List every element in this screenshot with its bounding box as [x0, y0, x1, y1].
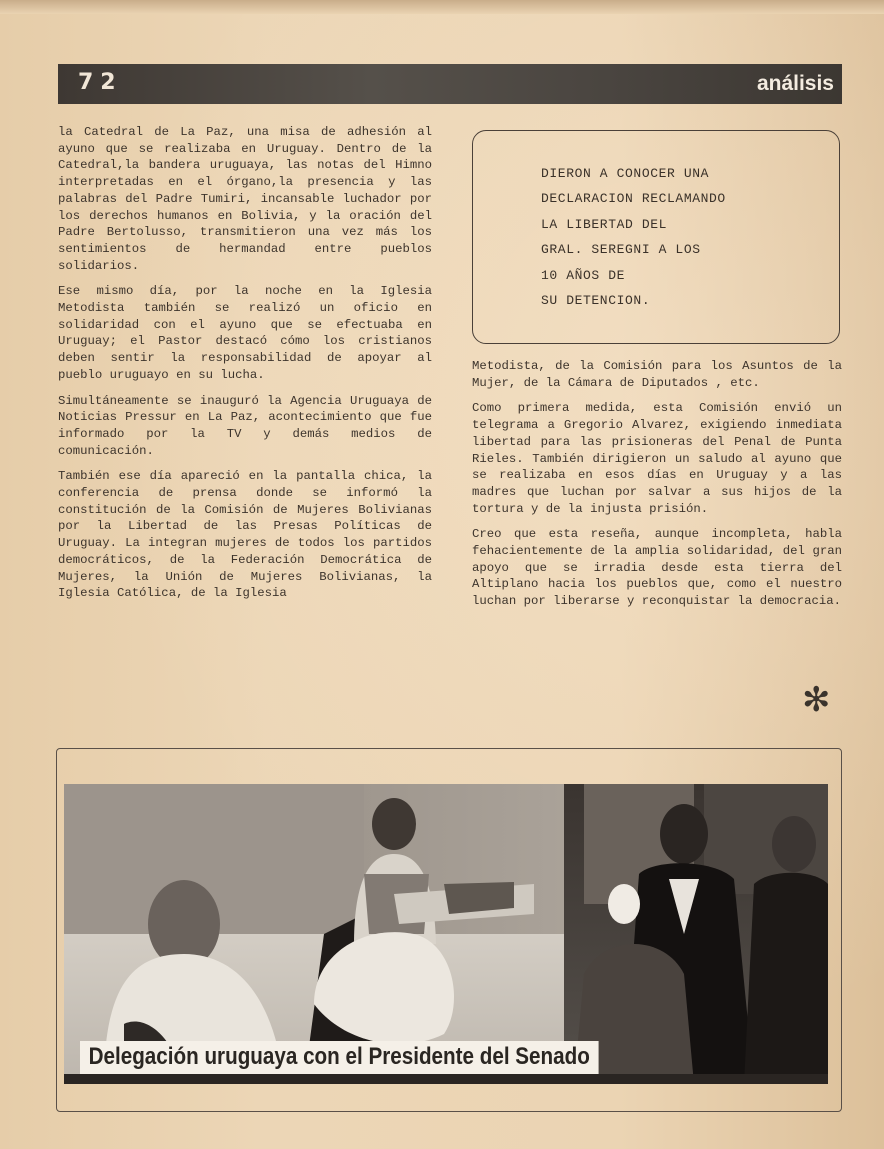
callout-line: GRAL. SEREGNI A LOS: [541, 242, 701, 258]
paragraph: Metodista, de la Comisión para los Asuntos de la Mujer, de la Cámara de Diputados , etc.: [472, 359, 842, 390]
callout-line: SU DETENCION.: [541, 293, 651, 309]
news-photo: [64, 784, 828, 1084]
paragraph: Como primera medida, esta Comisión envió un telegrama a Gregorio Alvarez, exigiendo inmediata libertad para las prisioneras del Penal de Punta Rieles. También dirigieron un saludo al ayuno que se realizaba en esos días en Uruguay y a las madres que luchan por salvar a sus hijos de la tortura y de la injusta prisión.: [472, 401, 842, 516]
callout-line: DIERON A CONOCER UNA: [541, 166, 710, 181]
paragraph: Simultáneamente se inauguró la Agencia Uruguaya de Noticias Pressur en La Paz, acontecimiento que fue informado por la TV y demás medios de comunicación.: [58, 393, 432, 458]
end-mark-icon: ✻: [802, 680, 831, 720]
photo-caption: Delegación uruguaya con el Presidente del Senado: [80, 1041, 598, 1074]
callout-line: DECLARACION RECLAMANDO: [541, 191, 726, 207]
callout-box: [472, 130, 840, 344]
paragraph: Creo que esta reseña, aunque incompleta, habla fehacientemente de la amplia solidaridad, del gran apoyo que se irradia desde esta tierra del Altiplano hacia los pueblos que, como el nuestro luchan por liberarse y reconquistar la democracia.: [472, 527, 842, 609]
right-column: [472, 358, 842, 619]
section-label: análisis: [756, 72, 834, 95]
page-number: 72: [78, 70, 123, 95]
callout-text: [541, 161, 726, 313]
paragraph: la Catedral de La Paz, una misa de adhesión al ayuno que se realizaba en Uruguay. Dentro de la Catedral,la bandera uruguaya, las notas del Himno interpretadas en el órgano,la presencia y las palabras del Padre Tumiri, incansable luchador por los derechos humanos en Bolivia, y la oración del Padre Bertolusso, transmitieron una vez más los sentimientos de hermandad entre pueblos solidarios.: [58, 125, 432, 273]
left-column: [58, 124, 432, 611]
callout-line: 10 AÑOS DE: [541, 267, 626, 283]
callout-line: LA LIBERTAD DEL: [541, 216, 668, 232]
page-top-edge: [0, 0, 884, 14]
paragraph: Ese mismo día, por la noche en la Iglesia Metodista también se realizó un oficio en solidaridad con el ayuno que se efectuaba en Uruguay; el Pastor destacó cómo los cristianos deben sentir la responsabilidad de apoyar al pueblo uruguayo en su lucha.: [58, 284, 432, 382]
photo-illustration: [64, 784, 828, 1084]
paragraph: También ese día apareció en la pantalla chica, la conferencia de prensa donde se informó la constitución de la Comisión de Mujeres Bolivianas por la Libertad de las Presas Políticas de Uruguay. La integran mujeres de todos los partidos democráticos, de la Federación Democrática de Mujeres, la Unión de Mujeres Bolivianas, la Iglesia Católica, de la Iglesia: [58, 469, 432, 601]
page-header-bar: [58, 64, 842, 104]
